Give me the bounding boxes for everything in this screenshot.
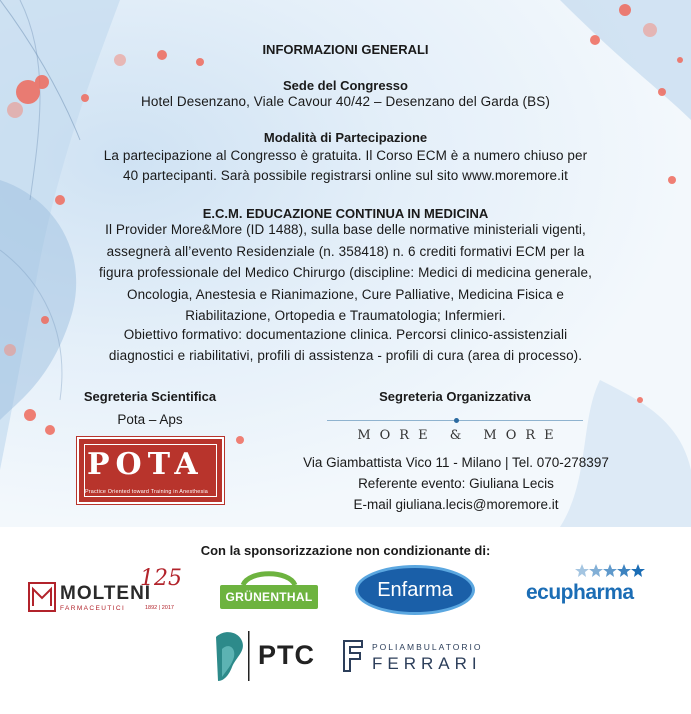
segreteria-organizzativa [340,389,570,404]
ecupharma-logo [526,563,656,609]
poliambulatorio-ferrari-logo [342,637,492,677]
modalita-line-1: La partecipazione al Congresso è gratuita. Il Corso ECM è a numero chiuso per [103,148,588,163]
sede-text: Hotel Desenzano, Viale Cavour 40/42 – Desenzano del Garda (BS) [141,94,550,109]
organizzativa-contacts [256,452,656,515]
organizzativa-address: Via Giambattista Vico 11 - Milano | Tel. 070-278397 [303,455,609,470]
segreteria-organizzativa-heading: Segreteria Organizzativa [379,389,531,404]
ecm-line: Riabilitazione, Ortopedia e Traumatologia; Infermieri. [185,308,506,323]
pota-logo-word: POTA [87,447,204,482]
ptc-emblem-icon [212,627,252,683]
sede-heading: Sede del Congresso [283,78,408,93]
ferrari-monogram-icon [342,639,364,673]
molteni-name: MOLTENI [60,583,152,604]
ecm-line: Obiettivo formativo: documentazione clinica. Percorsi clinico-assistenziali [123,327,568,342]
info-title: INFORMAZIONI GENERALI [262,42,429,57]
segreteria-scientifica [60,389,240,430]
ecupharma-name: ecupharma [526,581,634,604]
segreteria-scientifica-heading: Segreteria Scientifica [83,389,217,404]
ecm-line: Oncologia, Anestesia e Rianimazione, Cure Palliative, Medicina Fisica e [126,287,565,302]
divider-dot [454,418,459,423]
ecm-line: diagnostici e riabilitativi, profili di assistenza - profili di cura (area di processo). [108,348,583,363]
ecm-line: Il Provider More&More (ID 1488), sulla base delle normative ministeriali vigenti, [105,222,586,237]
ferrari-top-line: POLIAMBULATORIO [372,642,483,652]
modalita-line-2: 40 partecipanti. Sarà possibile registrarsi online sul sito www.moremore.it [123,168,568,183]
molteni-years: 1892 | 2017 [145,605,174,611]
ferrari-main-word: FERRARI [372,654,482,673]
grunenthal-name: GRÜNENTHAL [220,585,318,609]
segreteria-scientifica-name: Pota – Aps [117,412,183,427]
ecupharma-stars-icon [574,563,654,577]
ecm-line: assegnerà all’evento Residenziale (n. 358418) n. 6 crediti formativi ECM per la [106,244,585,259]
more-and-more-logo: MORE & MORE [357,428,563,443]
organizzativa-email[interactable]: E-mail giuliana.lecis@moremore.it [353,497,559,512]
grunenthal-logo [219,566,319,612]
molteni-logo [28,566,182,618]
grunenthal-arc-icon [239,566,299,586]
molteni-anniversary: 125 [140,566,182,591]
modalita-heading: Modalità di Partecipazione [263,130,428,145]
organizzativa-referente: Referente evento: Giuliana Lecis [358,476,554,491]
ptc-name: PTC [258,640,315,670]
pota-logo-subtitle: Practice Oriented toward Training in Anesthesia [85,489,208,495]
ecm-heading: E.C.M. EDUCAZIONE CONTINUA IN MEDICINA [202,206,489,221]
molteni-subtitle: FARMACEUTICI [60,605,126,612]
sponsors-title: Con la sponsorizzazione non condizionante di: [200,543,491,558]
ptc-logo [212,627,315,685]
enfarma-logo: Enfarma [355,565,475,615]
molteni-emblem-icon [28,582,56,612]
pota-logo [77,437,224,504]
ecm-line: figura professionale del Medico Chirurgo (discipline: Medici di medicina generale, [99,265,592,280]
